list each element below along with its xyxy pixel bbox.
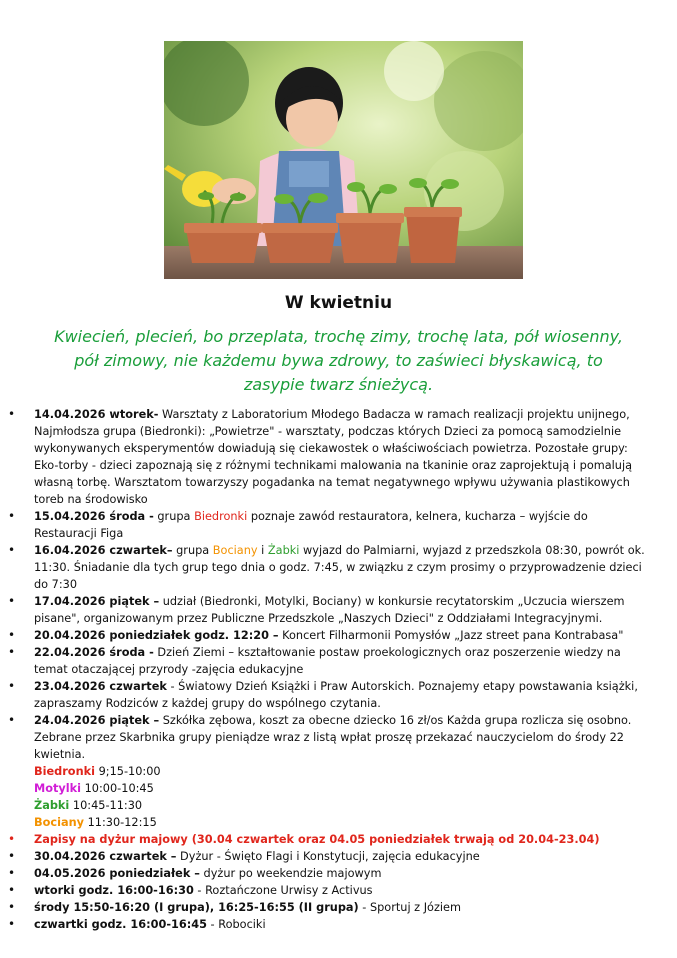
group-name: Motylki	[34, 782, 82, 795]
list-item	[34, 508, 646, 542]
event-text: poznaje zawód restauratora, kelnera, kucharza – wyjście do Restauracji Figa	[34, 510, 588, 540]
event-text: i	[257, 544, 268, 557]
list-item	[34, 678, 646, 712]
group-name: Żabki	[267, 544, 300, 557]
event-text: Dyżur - Święto Flagi i Konstytucji, zajęcia edukacyjne	[176, 850, 480, 863]
event-date: wtorki godz. 16:00-16:30	[34, 884, 194, 897]
schedule-row	[34, 797, 646, 814]
page-title: W kwietniu	[284, 293, 393, 313]
event-date: czwartki godz. 16:00-16:45	[34, 918, 207, 931]
list-item	[34, 865, 646, 882]
list-item	[34, 899, 646, 916]
girl-watering-plants-photo	[164, 41, 523, 279]
schedule-row	[34, 763, 646, 780]
event-text: - Roztańczone Urwisy z Activus	[193, 884, 373, 897]
schedule-row	[34, 814, 646, 831]
event-date: 23.04.2026 czwartek	[34, 680, 167, 693]
group-name: Bociany	[34, 816, 84, 829]
group-name: Biedronki	[194, 510, 248, 523]
schedule-time: 11:30-12:15	[83, 816, 157, 829]
event-date: 22.04.2026 środa -	[34, 646, 154, 659]
schedule-time: 10:45-11:30	[69, 799, 143, 812]
event-text: grupa	[172, 544, 213, 557]
list-item	[34, 916, 646, 933]
schedule-block	[34, 763, 646, 831]
list-item	[34, 848, 646, 865]
event-date: Zapisy na dyżur majowy (30.04 czwartek oraz 04.05 poniedziałek trwają od 20.04-23.04)	[34, 833, 600, 846]
poem: Kwiecień, plecień, bo przeplata, trochę zimy, trochę lata, pół wiosenny, pół zimowy, nie każdemu bywa zdrowy, to zaświeci błyskawicą, to zasypie twarz śnieżycą.	[54, 327, 623, 394]
group-name: Bociany	[212, 544, 258, 557]
list-item	[34, 406, 646, 508]
event-date: 15.04.2026 środa -	[34, 510, 154, 523]
event-text: dyżur po weekendzie majowym	[199, 867, 382, 880]
list-item	[34, 542, 646, 593]
event-text: - Światowy Dzień Książki i Praw Autorskich. Poznajemy etapy powstawania książki, zapraszamy Rodziców z każdej grupy do wspólnego czytania.	[34, 680, 638, 710]
list-item	[34, 831, 646, 848]
event-text: - Robociki	[206, 918, 266, 931]
event-date: środy 15:50-16:20 (I grupa), 16:25-16:55 (II grupa)	[34, 901, 359, 914]
event-date: 14.04.2026 wtorek-	[34, 408, 159, 421]
list-item	[34, 644, 646, 678]
event-text: Koncert Filharmonii Pomysłów „Jazz street pana Kontrabasa"	[278, 629, 624, 642]
group-name: Żabki	[34, 799, 70, 812]
header-photo	[164, 41, 523, 279]
list-item	[34, 627, 646, 644]
event-text: Warsztaty z Laboratorium Młodego Badacza w ramach realizacji projektu unijnego, Najmłodsza grupa (Biedronki): „Powietrze" - warsztaty, podczas których Dzieci za pomocą samodzielnie wykonywanych eksperymentów dowiadują się ciekawostek o właściwościach powietrza. Pozostałe grupy: Eko-torby - dzieci zapoznają się z różnymi technikami malowania na tkaninie oraz zaprojektują i pomalują własną torbę. Warsztatom towarzyszy pogadanka na temat negatywnego wpływu używania plastikowych toreb na środowisko	[34, 408, 633, 506]
event-text: wyjazd do Palmiarni, wyjazd z przedszkola 08:30, powrót ok. 11:30. Śniadanie dla tych grup tego dnia o godz. 7:45, w związku z czym prosimy o przyprowadzenie dzieci do 7:30	[34, 544, 645, 591]
event-text: Szkółka zębowa, koszt za obecne dziecko 16 zł/os Każda grupa rozlicza się osobno. Zebrane przez Skarbnika grupy pieniądze wraz z listą wpłat proszę przekazać nauczycielom do środy 22 kwietnia.	[34, 714, 632, 761]
event-date: 16.04.2026 czwartek–	[34, 544, 173, 557]
list-item	[34, 593, 646, 627]
event-text: grupa	[153, 510, 195, 523]
event-date: 04.05.2026 poniedziałek –	[34, 867, 200, 880]
event-text: - Sportuj z Józiem	[358, 901, 461, 914]
schedule-row	[34, 780, 646, 797]
event-date: 30.04.2026 czwartek –	[34, 850, 177, 863]
event-text: Dzień Ziemi – kształtowanie postaw proekologicznych oraz poszerzenie wiedzy na temat otaczającej przyrody -zajęcia edukacyjne	[34, 646, 621, 676]
list-item	[34, 712, 646, 763]
event-date: 17.04.2026 piątek –	[34, 595, 160, 608]
event-date: 20.04.2026 poniedziałek godz. 12:20 –	[34, 629, 279, 642]
event-date: 24.04.2026 piątek –	[34, 714, 160, 727]
event-text: udział (Biedronki, Motylki, Bociany) w konkursie recytatorskim „Uczucia wierszem pisane", organizowanym przez Publiczne Przedszkole „Naszych Dzieci" z Oddziałami Integracyjnymi.	[34, 595, 625, 625]
list-item	[34, 882, 646, 899]
schedule-time: 9;15-10:00	[95, 765, 161, 778]
schedule-time: 10:00-10:45	[81, 782, 154, 795]
group-name: Biedronki	[34, 765, 95, 778]
events-list	[34, 406, 646, 933]
